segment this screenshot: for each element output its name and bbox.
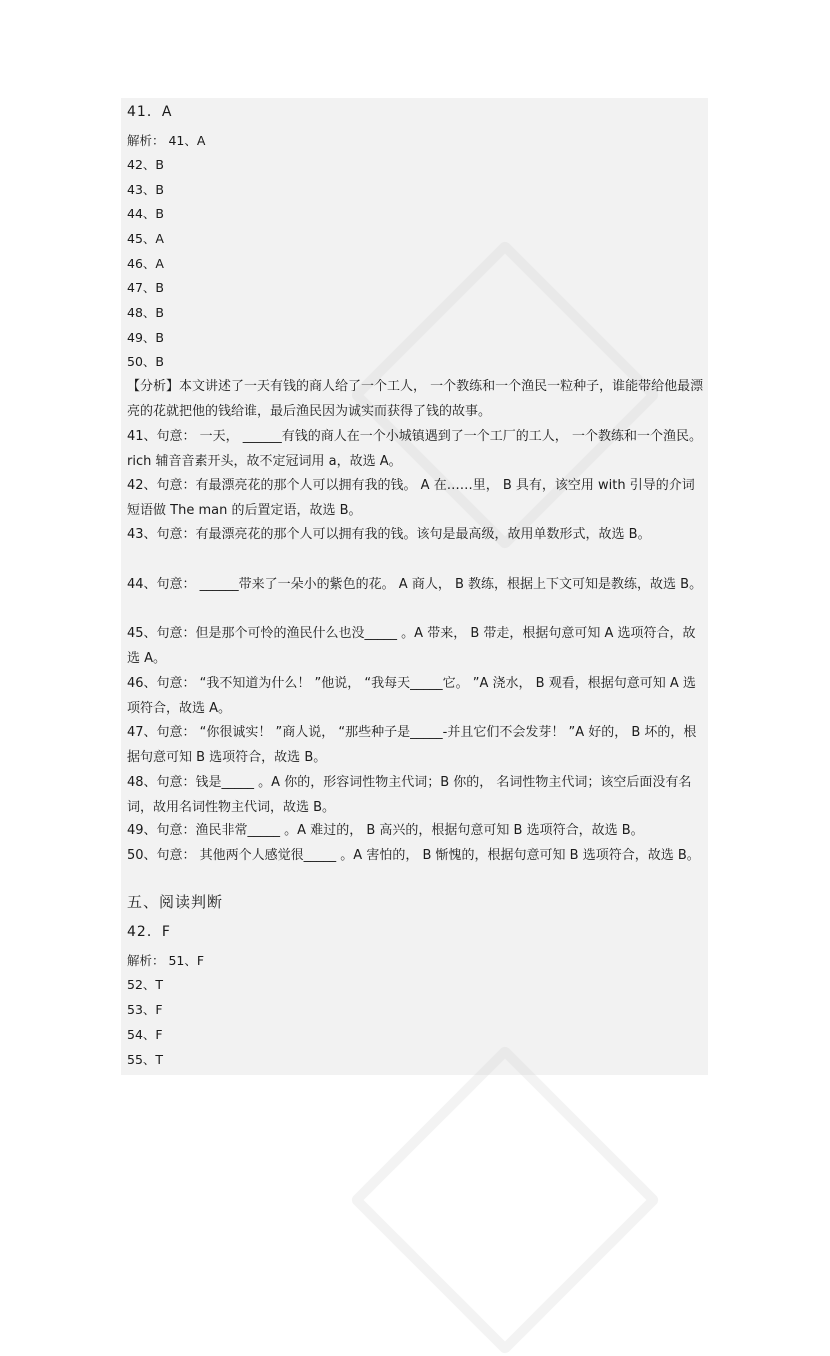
answer-item: 45、A xyxy=(127,231,164,246)
answer-item: 50、B xyxy=(127,354,164,369)
answer-item: 52、T xyxy=(127,977,164,992)
answer-item: 43、B xyxy=(127,182,164,197)
answer-item: 47、B xyxy=(127,280,164,295)
explanation-paragraph: 42、句意：有最漂亮花的那个人可以拥有我的钱。 A 在……里， B 具有，该空用 with 引导的介词短语做 The man 的后置定语，故选 B。 xyxy=(127,478,695,518)
answer-item: 解析： 51、F xyxy=(127,953,205,968)
answer-item: 44、B xyxy=(127,206,164,221)
q41-header: 41．A xyxy=(127,104,173,120)
analysis-paragraph: 【分析】本文讲述了一天有钱的商人给了一个工人， 一个教练和一个渔民一粒种子，谁能带给他最漂亮的花就把他的钱给谁，最后渔民因为诚实而获得了钱的故事。 xyxy=(127,379,704,419)
answer-item: 42、B xyxy=(127,157,164,172)
explanation-paragraph: 47、句意： “你很诚实！ ”商人说， “那些种子是_____-并且它们不会发芽！ ”A 好的， B 坏的，根据句意可知 B 选项符合，故选 B。 xyxy=(127,725,697,765)
answer-item: 53、F xyxy=(127,1002,163,1017)
explanation-paragraph: 49、句意：渔民非常_____ 。A 难过的， B 高兴的，根据句意可知 B 选项符合，故选 B。 xyxy=(127,823,644,838)
answer-item: 46、A xyxy=(127,256,164,271)
explanation-paragraph: 50、句意： 其他两个人感觉很_____ 。A 害怕的， B 惭愧的，根据句意可知 B 选项符合，故选 B。 xyxy=(127,848,700,863)
section-title: 五、阅读判断 xyxy=(127,893,224,911)
answer-item: 解析： 41、A xyxy=(127,133,206,148)
explanation-paragraph: 46、句意： “我不知道为什么！ ”他说， “我每天_____它。 ”A 浇水， B 观看，根据句意可知 A 选项符合，故选 A。 xyxy=(127,676,696,716)
explanation-paragraph: 48、句意：钱是_____ 。A 你的，形容词性物主代词；B 你的， 名词性物主代词；该空后面没有名词，故用名词性物主代词，故选 B。 xyxy=(127,775,692,815)
explanation-paragraph: 43、句意：有最漂亮花的那个人可以拥有我的钱。该句是最高级，故用单数形式，故选 B。 xyxy=(127,527,651,542)
explanation-paragraph: 45、句意：但是那个可怜的渔民什么也没_____ 。A 带来， B 带走，根据句意可知 A 选项符合，故选 A。 xyxy=(127,626,696,666)
answer-item: 49、B xyxy=(127,330,164,345)
explanation-paragraph: 44、句意： ______带来了一朵小的紫色的花。 A 商人， B 教练，根据上下文可知是教练，故选 B。 xyxy=(127,577,703,592)
watermark-logo-bottom xyxy=(349,1044,660,1355)
answer-item: 48、B xyxy=(127,305,164,320)
q42-header: 42．F xyxy=(127,924,171,940)
explanation-paragraph: 41、句意： 一天， ______有钱的商人在一个小城镇遇到了一个工厂的工人， 一个教练和一个渔民。 rich 辅音音素开头，故不定冠词用 a，故选 A。 xyxy=(127,429,702,469)
answer-item: 54、F xyxy=(127,1027,163,1042)
answer-item: 55、T xyxy=(127,1052,164,1067)
